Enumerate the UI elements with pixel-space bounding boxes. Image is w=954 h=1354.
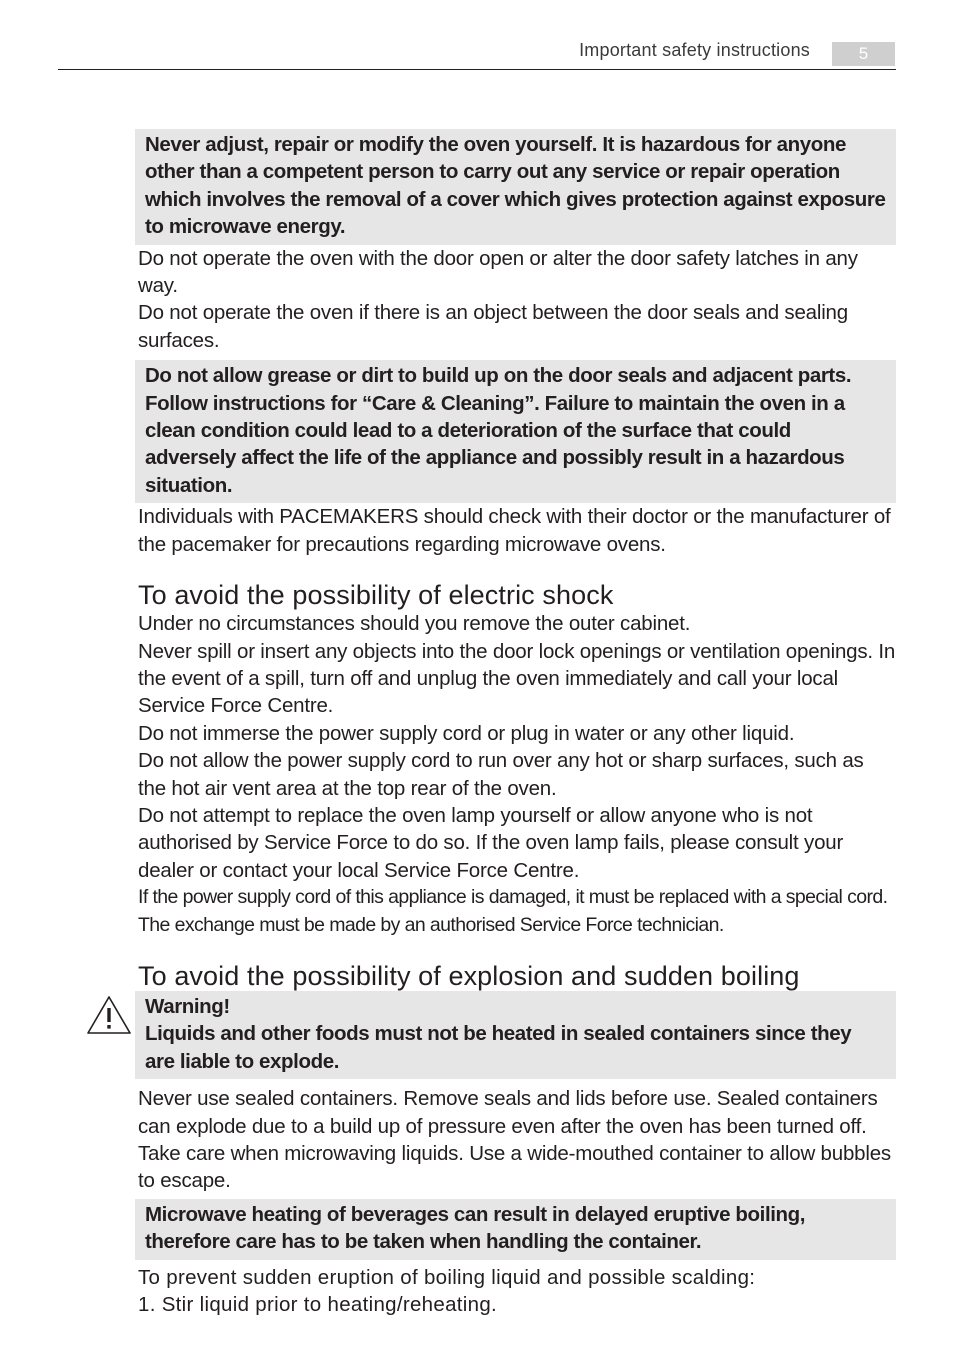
paragraph-sealed-containers: Never use sealed containers. Remove seals and lids before use. Sealed containers can explode due to a build up of pressure even after the oven has been turned off. Take care when microwaving liquids. Use a wide-mouthed container to allow bubbles to escape. — [138, 1087, 891, 1193]
section-heading-explosion: To avoid the possibility of explosion and sudden boiling — [138, 960, 800, 991]
paragraph-outer-cabinet: Under no circumstances should you remove the outer cabinet. — [138, 612, 691, 636]
paragraph-spill: Never spill or insert any objects into the door lock openings or ventilation openings. In the event of a spill, turn off and unplug the oven immediately and call your local Service Force Centre. — [138, 639, 896, 718]
warning-triangle-icon — [86, 995, 132, 1035]
highlight-box-beverages: Microwave heating of beverages can result in delayed eruptive boiling, therefore care has to be taken when handling the container. — [135, 1199, 896, 1260]
page-content — [138, 129, 896, 1318]
paragraph-immerse: Do not immerse the power supply cord or plug in water or any other liquid. — [138, 721, 795, 745]
paragraph-door-seals: Do not operate the oven if there is an object between the door seals and sealing surfaces. — [138, 301, 848, 352]
page-header-title: Important safety instructions — [579, 40, 810, 60]
paragraph-pacemakers: Individuals with PACEMAKERS should check with their doctor or the manufacturer of the pacemaker for precautions regarding microwave ovens. — [138, 505, 891, 556]
warning-title: Warning! — [145, 994, 230, 1018]
section-heading-electric-shock: To avoid the possibility of electric shock — [138, 580, 614, 611]
highlight-box-cleaning: Do not allow grease or dirt to build up on the door seals and adjacent parts. Follow instructions for “Care & Cleaning”. Failure to maintain the oven in a clean condition could lead to a deterioration of the surface that could adversely affect the life of the appliance and possibly result in a hazardous situation. — [135, 360, 896, 503]
header-divider — [58, 69, 896, 70]
list-item-stir-liquid: 1. Stir liquid prior to heating/reheating. — [138, 1293, 498, 1317]
warning-text: Liquids and other foods must not be heated in sealed containers since they are liable to explode. — [145, 1022, 852, 1073]
paragraph-cord-damaged: If the power supply cord of this appliance is damaged, it must be replaced with a special cord. The exchange must be made by an authorised Service Force technician. — [138, 886, 888, 936]
page-number: 5 — [832, 42, 895, 66]
paragraph-prevent-eruption: To prevent sudden eruption of boiling liquid and possible scalding: — [138, 1265, 756, 1289]
paragraph-cord-surfaces: Do not allow the power supply cord to run over any hot or sharp surfaces, such as the hot air vent area at the top rear of the oven. — [138, 749, 864, 800]
paragraph-oven-lamp: Do not attempt to replace the oven lamp yourself or allow anyone who is not authorised by Service Force to do so. If the oven lamp fails, please consult your dealer or contact your local Service Force Centre. — [138, 803, 844, 882]
paragraph-door-open: Do not operate the oven with the door open or alter the door safety latches in any way. — [138, 246, 858, 298]
highlight-box-service: Never adjust, repair or modify the oven yourself. It is hazardous for anyone other than a competent person to carry out any service or repair operation which involves the removal of a cover which gives protection against exposure to microwave energy. — [135, 129, 896, 245]
warning-block — [138, 991, 896, 1079]
warning-box — [135, 991, 896, 1079]
